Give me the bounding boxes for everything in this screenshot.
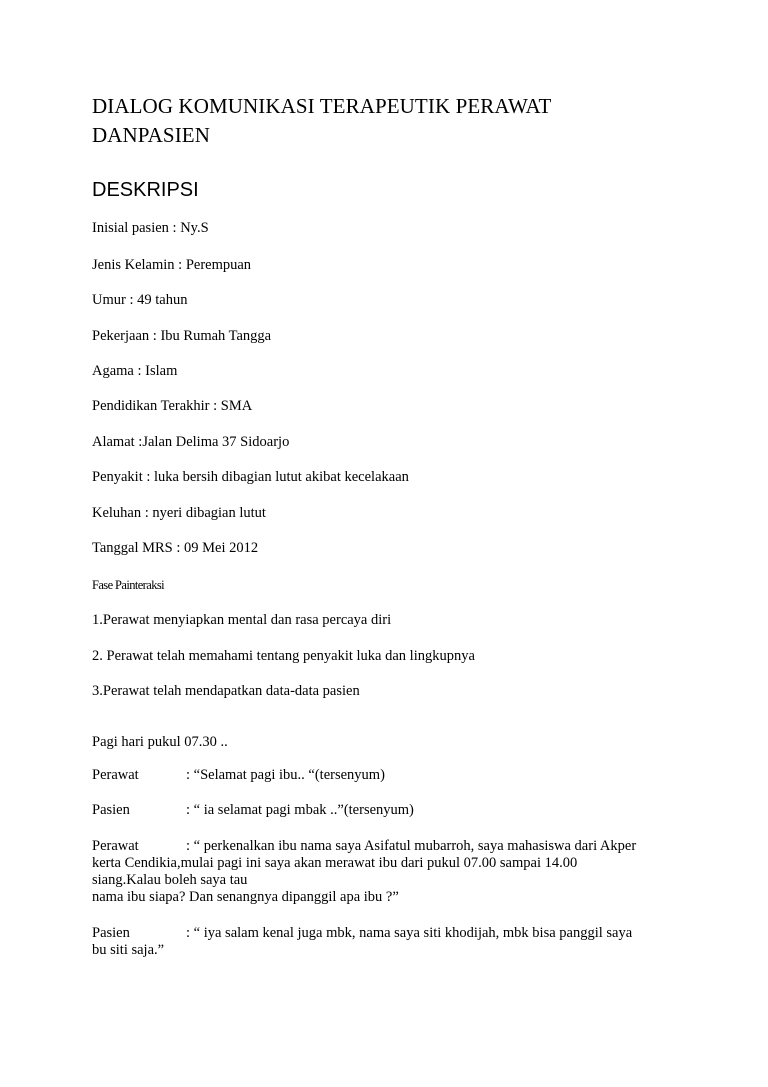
phase-item-3: 3.Perawat telah mendapatkan data-data pasien (92, 683, 360, 699)
utterance-continuation: nama ibu siapa? Dan senangnya dipanggil apa ibu ?” (92, 889, 399, 905)
phase-title: Fase Painteraksi (92, 578, 164, 592)
speaker: Perawat (92, 838, 139, 854)
phase-item-2: 2. Perawat telah memahami tentang penyakit luka dan lingkupnya (92, 648, 475, 664)
dialog-entry-4 (92, 925, 692, 959)
document-title (92, 92, 692, 150)
dialog-entry-3 (92, 838, 692, 906)
detail-alamat: Alamat :Jalan Delima 37 Sidoarjo (92, 434, 290, 450)
utterance: : “Selamat pagi ibu.. “(tersenyum) (186, 767, 385, 783)
utterance-continuation: bu siti saja.” (92, 942, 165, 958)
detail-penyakit: Penyakit : luka bersih dibagian lutut akibat kecelakaan (92, 469, 409, 485)
title-line-2: DANPASIEN (92, 123, 210, 147)
speaker: Perawat (92, 767, 139, 783)
dialog-entry-1 (92, 767, 692, 784)
utterance: : “ perkenalkan ibu nama saya Asifatul mubarroh, saya mahasiswa dari Akper (186, 838, 637, 854)
phase-item-1: 1.Perawat menyiapkan mental dan rasa percaya diri (92, 612, 392, 628)
speaker: Pasien (92, 802, 130, 818)
speaker: Pasien (92, 925, 130, 941)
time-line: Pagi hari pukul 07.30 .. (92, 734, 228, 750)
utterance: : “ iya salam kenal juga mbk, nama saya siti khodijah, mbk bisa panggil saya (186, 925, 633, 941)
detail-pekerjaan: Pekerjaan : Ibu Rumah Tangga (92, 328, 272, 344)
utterance-continuation: siang.Kalau boleh saya tau (92, 872, 248, 888)
utterance-continuation: kerta Cendikia,mulai pagi ini saya akan merawat ibu dari pukul 07.00 sampai 14.00 (92, 855, 578, 871)
detail-keluhan: Keluhan : nyeri dibagian lutut (92, 505, 266, 521)
title-line-1: DIALOG KOMUNIKASI TERAPEUTIK PERAWAT (92, 94, 552, 118)
dialog-entry-2 (92, 802, 692, 819)
section-heading-deskripsi: DESKRIPSI (92, 179, 199, 201)
detail-pendidikan: Pendidikan Terakhir : SMA (92, 398, 253, 414)
detail-umur: Umur : 49 tahun (92, 292, 188, 308)
detail-agama: Agama : Islam (92, 363, 178, 379)
utterance: : “ ia selamat pagi mbak ..”(tersenyum) (186, 802, 414, 818)
detail-inisial-pasien: Inisial pasien : Ny.S (92, 220, 209, 236)
detail-jenis-kelamin: Jenis Kelamin : Perempuan (92, 257, 252, 273)
detail-tanggal-mrs: Tanggal MRS : 09 Mei 2012 (92, 540, 259, 556)
